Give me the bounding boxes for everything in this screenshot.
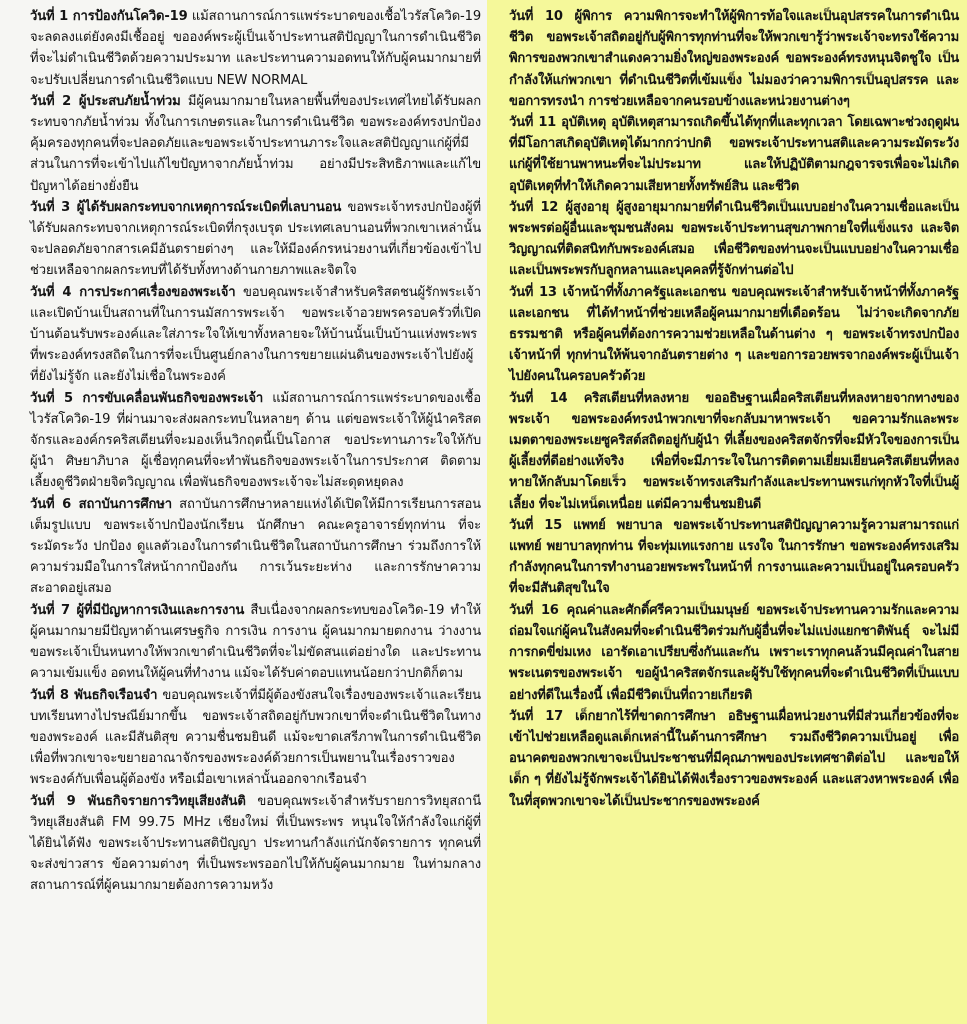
entry-body: ขอบคุณพระเจ้าสำหรับคริสตชนผู้รักพระเจ้าและเปิดบ้านเป็นสถานที่ในการนมัสการพระเจ้า ขอพระเจ้าอวยพรครอบครัวที่เปิดบ้านต้อนรับพระองค์และใส่ภาระใจให้เขาทั้งหลายจะให้บ้านนั้นเป็นบ้านแห่งพระพรที่พระองค์ทรงสถิตในการที่จะเป็นศูนย์กลางในการขยายแผ่นดินของพระเจ้าไปยังผู้ที่ยังไม่รู้จัก และยังไม่เชื่อในพระองค์ (30, 284, 482, 385)
prayer-entry-day-10 (509, 6, 959, 112)
prayer-entry-day-1 (30, 6, 481, 91)
entry-body: สืบเนื่องจากผลกระทบของโควิด-19 ทำให้ผู้คนมากมายมีปัญหาด้านเศรษฐกิจ การเงิน การงาน ผู้คนมากมายตกงาน ว่างงาน ขอพระเจ้าเป็นหนทางให้พวกเขาดำเนินชีวิตที่จะไม่ขัดสนแต่อย่างใด และประทานความเข้มแข็ง อดทนให้ผู้คนที่ทำงาน แม้จะได้รับค่าตอบแทนน้อยกว่าปกติก็ตาม (30, 602, 481, 682)
entry-title: วันที่ 15 แพทย์ พยาบาล (509, 517, 663, 533)
entry-body: แม้สถานการณ์การแพร่ระบาดของเชื้อไวรัสโควิด-19 จะลดลงแต่ยังคงมีเชื้ออยู่ ขอองค์พระผู้เป็นเจ้าประทานสติปัญญาในการดำเนินชีวิตที่จะไม่ดำเนินชีวิตด้วยความประมาท และประทานความอดทนให้กับผู้คนมากมายที่จะปรับเปลี่ยนการดำเนินชีวิตแบบ NEW NORMAL (30, 9, 481, 88)
prayer-entry-day-9 (30, 791, 481, 897)
prayer-entry-day-4 (30, 282, 481, 388)
entry-title: วันที่ 3 ผู้ได้รับผลกระทบจากเหตุการณ์ระเบิดที่เลบานอน (30, 199, 342, 215)
prayer-entry-day-12 (509, 197, 959, 282)
entry-body: ผู้สูงอายุมากมายที่ดำเนินชีวิตเป็นแบบอย่างในความเชื่อและเป็นพระพรต่อผู้อื่นและชุมชนสังคม ขอพระเจ้าประทานสุขภาพกายใจที่แข็งแรง และจิตวิญญาณที่ติดสนิทกับพระองค์เสมอ เพื่อชีวิตของท่านจะเป็นแบบอย่างในความเชื่อและเป็นพระพรกับลูกหลานและบุคคลที่รู้จักท่านต่อไป (509, 199, 959, 279)
entry-body: อุบัติเหตุสามารถเกิดขึ้นได้ทุกที่และทุกเวลา โดยเฉพาะช่วงฤดูฝนที่มีโอกาสเกิดอุบัติเหตุได้มากกว่าปกติ ขอพระเจ้าประทานสติและความระมัดระวังแก่ผู้ที่ใช้ยานพาหนะที่จะไม่ประมาท และให้ปฏิบัติตามกฎจารจรเพื่อจะไม่เกิดอุบัติเหตุที่ทำให้เกิดความเสียหายทั้งทรัพย์สิน และชีวิต (509, 115, 959, 194)
entry-body: ขอบคุณพระเจ้าที่มีผู้ต้องขังสนใจเรื่องของพระเจ้าและเรียนบทเรียนทางไปรษณีย์มากขึ้น ขอพระเจ้าสถิตอยู่กับพวกเขาที่จะดำเนินชีวิตในทางของพระองค์ และมีสันติสุข ความชื่นชมยินดี แม้จะขาดเสรีภาพในการดำเนินชีวิต เพื่อที่พวกเขาจะขยายอาณาจักรของพระองค์ด้วยการเป็นพยานในเรื่องราวของพระองค์กับเพื่อนผู้ต้องขัง หรือเมื่อเขาเหล่านั้นออกจากเรือนจำ (30, 687, 481, 788)
prayer-entry-day-2 (30, 91, 481, 197)
entry-body: มีผู้คนมากมายในหลายพื้นที่ของประเทศไทยได้รับผลกระทบจากภัยน้ำท่วม ทั้งในการเกษตรและในการดำเนินชีวิต ขอพระองค์ทรงปกป้อง คุ้มครองทุกคนที่จะปลอดภัยและขอพระเจ้าประทานภาระใจและสติปัญญาแก่ผู้ที่มีส่วนในการที่จะเข้าไปแก้ไขปัญหาจากภัยน้ำท่วม อย่างมีประสิทธิภาพและแก้ไขปัญหาได้อย่างยั่งยืน (30, 93, 481, 194)
entry-title: วันที่ 12 ผู้สูงอายุ (509, 199, 609, 215)
entry-title: วันที่ 1 การป้องกันโควิด-19 (30, 9, 188, 24)
entry-title: วันที่ 16 คุณค่าและศักดิ์ศรีความเป็นมนุษย์ (509, 602, 750, 618)
entry-body: ขอบคุณพระเจ้าสำหรับรายการวิทยุสถานีวิทยุเสียงสันติ FM 99.75 MHz เชียงใหม่ ที่เป็นพระพร หนุนใจให้กำลังใจแก่ผู้ที่ได้ยินได้ฟัง ขอพระเจ้าประทานสติปัญญา ประทานกำลังแก่นักจัดรายการ ทุกคนที่จะส่งข่าวสาร ข้อความต่างๆ ที่เป็นพระพรออกไปให้กับผู้คนมากมาย ในท่ามกลางสถานการณ์ที่ผู้คนมากมายต้องการความหวัง (30, 793, 481, 894)
prayer-entry-day-14 (509, 388, 959, 515)
entry-title: วันที่ 8 พันธกิจเรือนจำ (30, 687, 158, 703)
entry-body: ขออธิษฐานเผื่อคริสเตียนที่หลงหายจากทางของพระเจ้า ขอพระองค์ทรงนำพวกเขาที่จะกลับมาหาพระเจ้า ขอความรักและพระเมตตาของพระเยซูคริสต์สถิตอยู่กับผู้นำ ที่เลี้ยงของคริสตจักรที่จะมีหัวใจของการเป็นผู้เลี้ยงที่ดีอย่างแท้จริง เพื่อที่จะมีภาระใจในการติดตามเยี่ยมเยียนคริสเตียนที่หลงหายให้กลับมาโดยเร็ว ขอพระเจ้าทรงเสริมกำลังและประทานพรแก่ทุกหัวใจที่เป็นผู้เลี้ยง ที่จะไม่เหน็ดเหนื่อย แต่มีความชื่นชมยินดี (509, 390, 959, 512)
prayer-entry-day-6 (30, 494, 481, 600)
entry-title: วันที่ 6 สถาบันการศึกษา (30, 496, 172, 512)
entry-body: ขอพระเจ้าประทานสติปัญญาความรู้ความสามารถแก่แพทย์ พยาบาลทุกท่าน ที่จะทุ่มเทแรงกาย แรงใจ ในการรักษา ขอพระองค์ทรงเสริมกำลังทุกคนในการทำงานอวยพระพรในหน้าที่ การงานและความเป็นอยู่ในครอบครัว ที่จะมีสันติสุขในใจ (509, 517, 959, 597)
entry-title: วันที่ 10 ผู้พิการ (509, 9, 612, 24)
prayer-entry-day-13 (509, 282, 959, 388)
prayer-entry-day-11 (509, 112, 959, 197)
prayer-entry-day-8 (30, 685, 481, 791)
entry-title: วันที่ 9 พันธกิจรายการวิทยุเสียงสันติ (30, 793, 246, 809)
entry-title: วันที่ 14 คริสเตียนที่หลงหาย (509, 390, 689, 406)
prayer-entry-day-16 (509, 600, 959, 706)
prayer-entry-day-7 (30, 600, 481, 685)
entry-title: วันที่ 13 เจ้าหน้าที่ทั้งภาครัฐและเอกชน (509, 284, 726, 300)
entry-title: วันที่ 5 การขับเคลื่อนพันธกิจของพระเจ้า (30, 390, 264, 406)
entry-body: อธิษฐานเผื่อหน่วยงานที่มีส่วนเกี่ยวข้องที่จะเข้าไปช่วยเหลือดูแลเด็กเหล่านี้ในด้านการศึกษา รวมถึงชีวิตความเป็นอยู่ เพื่ออนาคตของพวกเขาจะเป็นประชาชนที่มีคุณภาพของประเทศชาติต่อไป และขอให้เด็ก ๆ ที่ยังไม่รู้จักพระเจ้าได้ยินได้ฟังเรื่องราวของพระองค์ และแสวงหาพระองค์ เพื่อในที่สุดพวกเขาจะได้เป็นประชากรของพระองค์ (509, 708, 959, 809)
entry-title: วันที่ 17 เด็กยากไร้ที่ขาดการศึกษา (509, 708, 716, 724)
entry-body: สถาบันการศึกษาหลายแห่งได้เปิดให้มีการเรียนการสอนเต็มรูปแบบ ขอพระเจ้าปกป้องนักเรียน นักศึกษา คณะครูอาจารย์ทุกท่าน ที่จะระมัดระวัง ปกป้อง ดูแลตัวเองในการดำเนินชีวิตในสถาบันการศึกษา ร่วมถึงการให้ความร่วมมือในการใส่หน้ากากป้องกัน การเว้นระยะห่าง และการรักษาความสะอาดอยู่เสมอ (30, 496, 481, 597)
entry-title: วันที่ 7 ผู้ที่มีปัญหาการเงินและการงาน (30, 602, 245, 618)
right-column (487, 0, 967, 1024)
entry-body: ความพิการจะทำให้ผู้พิการท้อใจและเป็นอุปสรรคในการดำเนินชีวิต ขอพระเจ้าสถิตอยู่กับผู้พิการทุกท่านที่จะให้พวกเขารู้ว่าพระเจ้าจะทรงใช้ความพิการของพวกเขาสำแดงความยิ่งใหญ่ของพระองค์ ขอพระองค์ทรงหนุนจิตชูใจ เป็นกำลังให้แก่พวกเขา ที่ดำเนินชีวิตที่เข้มแข็ง ไม่มองว่าความพิการเป็นอุปสรรค และขอการทรงนำ การช่วยเหลือจากคนรอบข้างและหน่วยงานต่างๆ (509, 9, 959, 109)
entry-body: ขอพระเจ้าทรงปกป้องผู้ที่ได้รับผลกระทบจากเหตุการณ์ระเบิดที่กรุงเบรุต ประเทศเลบานอนที่พวกเขาเหล่านั้น จะปลอดภัยจากสารเคมีอันตรายต่างๆ และให้มีองค์กรหน่วยงานที่เกี่ยวข้องเข้าไปช่วยเหลือจากผลกระทบที่ได้รับทั้งทางด้านกายภาพและจิตใจ (30, 199, 481, 279)
entry-body: ขอพระเจ้าประทานความรักและความถ่อมใจแก่ผู้คนในสังคมที่จะดำเนินชีวิตร่วมกับผู้อื่นที่จะไม่แบ่งแยกชาติพันธุ์ จะไม่มีการกดขี่ข่มเหง เอารัดเอาเปรียบซึ่งกันและกัน เพราะเราทุกคนล้วนมีคุณค่าในสายพระเนตรของพระเจ้า ขอผู้นำคริสตจักรและผู้รับใช้ทุกคนที่จะดำเนินชีวิตที่เป็นแบบอย่างที่ดีในเรื่องนี้ เพื่อมีชีวิตเป็นที่ถวายเกียรติ (509, 602, 960, 703)
prayer-entry-day-15 (509, 515, 959, 600)
entry-body: ขอบคุณพระเจ้าสำหรับเจ้าหน้าที่ทั้งภาครัฐและเอกชน ที่ได้ทำหน้าที่ช่วยเหลือผู้คนมากมายที่เดือดร้อน ไม่ว่าจะเกิดจากภัยธรรมชาติ หรือผู้คนที่ต้องการความช่วยเหลือในด้านต่าง ๆ ขอพระเจ้าทรงปกป้องเจ้าหน้าที่ ทุกท่านให้พ้นจากอันตรายต่าง ๆ และขอการอวยพรจากองค์พระผู้เป็นเจ้าไปยังคนในครอบครัวด้วย (509, 284, 959, 385)
entry-title: วันที่ 2 ผู้ประสบภัยน้ำท่วม (30, 93, 181, 109)
prayer-entry-day-5 (30, 388, 481, 494)
entry-title: วันที่ 4 การประกาศเรื่องของพระเจ้า (30, 284, 236, 300)
prayer-entry-day-17 (509, 706, 959, 812)
entry-title: วันที่ 11 อุบัติเหตุ (509, 115, 606, 131)
prayer-entry-day-3 (30, 197, 481, 282)
entry-body: แม้สถานการณ์การแพร่ระบาดของเชื้อไวรัสโควิด-19 ที่ผ่านมาจะส่งผลกระทบในหลายๆ ด้าน แต่ขอพระเจ้าให้ผู้นำคริสตจักรและองค์กรคริสเตียนที่จะมองเห็นวิกฤตนี้เป็นโอกาส ขอประทานภาระใจให้กับผู้นำ ศิษยาภิบาล ผู้เชื่อทุกคนที่จะทำพันธกิจของพระเจ้าในการประกาศ ติดตาม เลี้ยงดูชีวิตฝ่ายจิตวิญญาณ เพื่อพันธกิจของพระเจ้าจะไม่สะดุดหยุดลง (30, 390, 481, 491)
